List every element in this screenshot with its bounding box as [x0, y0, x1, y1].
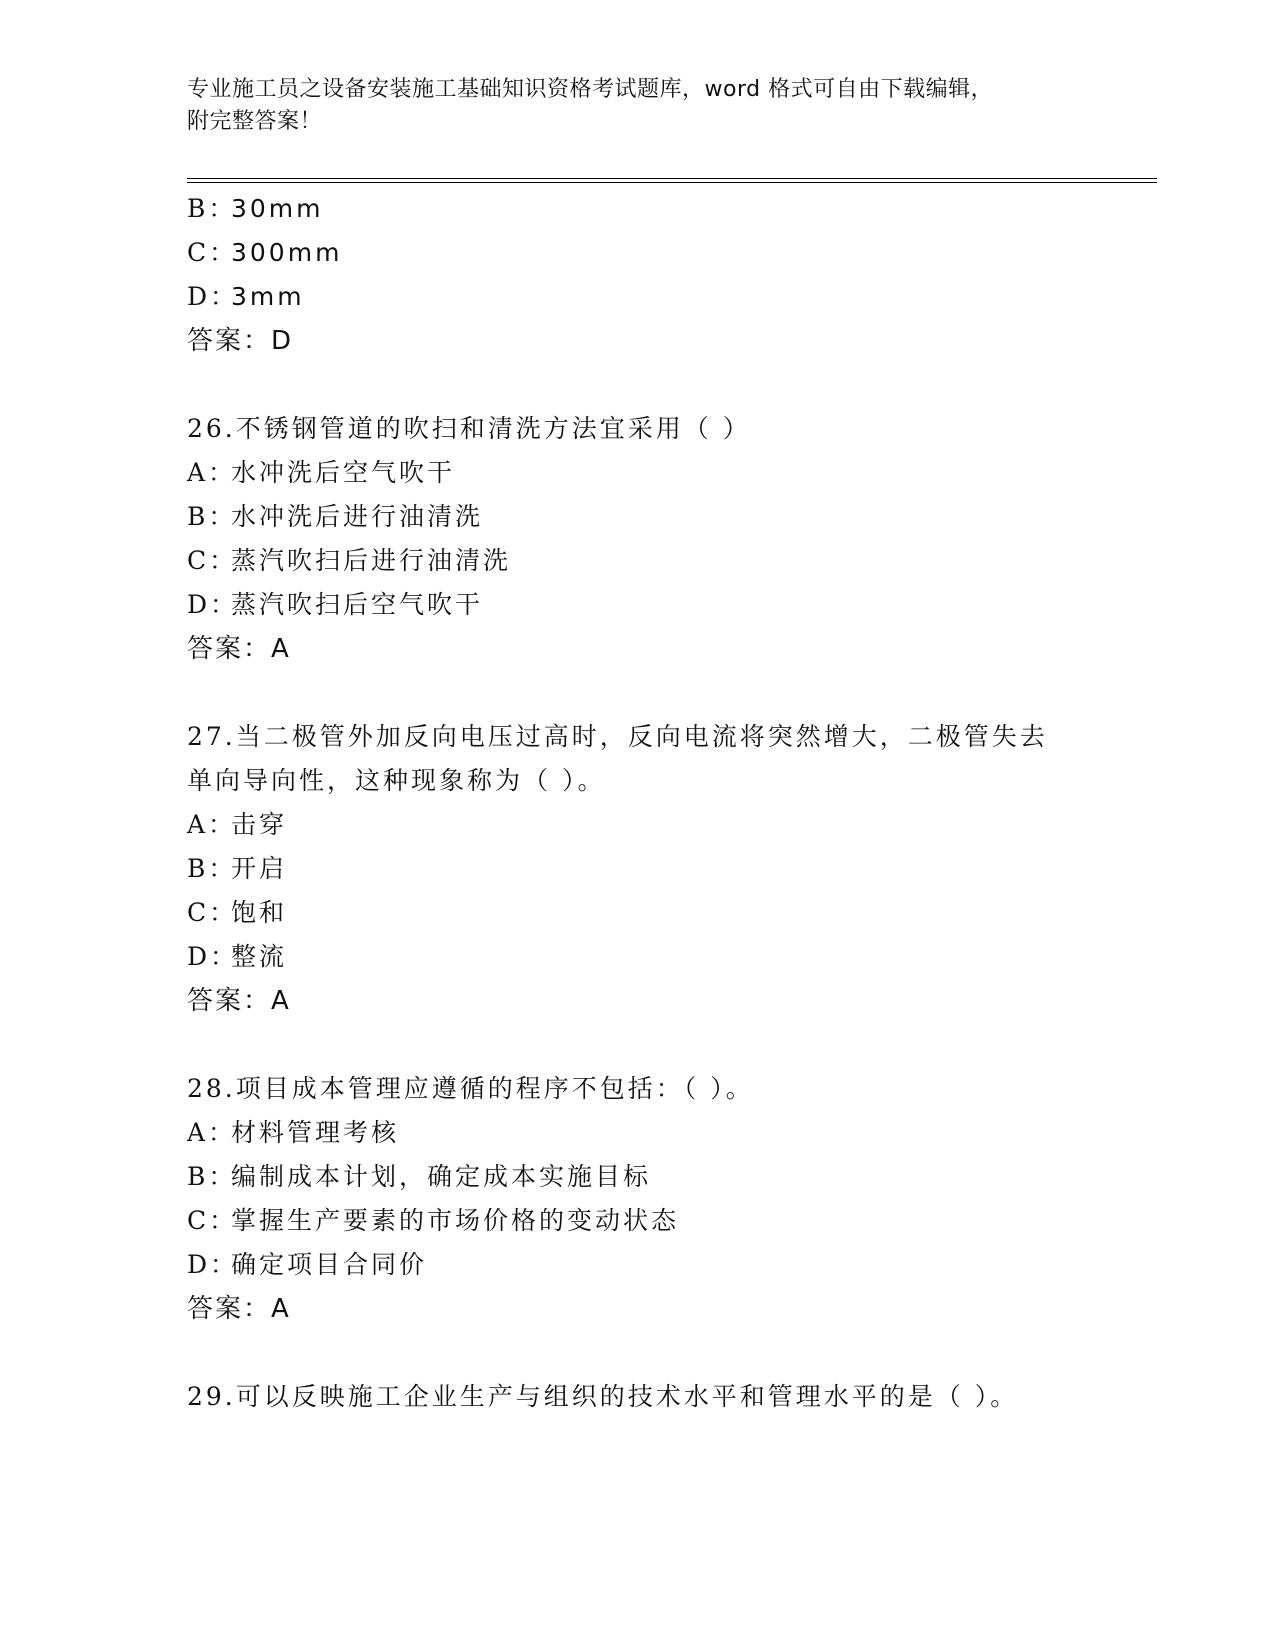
q28-option-b: [187, 1162, 651, 1192]
option-label: D：: [187, 942, 239, 971]
option-text: 饱和: [231, 898, 288, 927]
q27-answer: 答案：A: [187, 986, 291, 1016]
option-label: D：: [187, 590, 239, 619]
q26-answer: 答案：A: [187, 634, 291, 664]
option-label: C：: [187, 1206, 238, 1235]
question-number: 28.: [187, 1074, 236, 1103]
option-text: 蒸汽吹扫后进行油清洗: [231, 546, 512, 575]
option-label: D：: [187, 1250, 239, 1279]
document-header: [187, 74, 1107, 138]
header-line-1: 专业施工员之设备安装施工基础知识资格考试题库，word 格式可自由下载编辑，: [187, 77, 994, 102]
q28-option-d: [187, 1250, 427, 1280]
option-label: B：: [187, 502, 237, 531]
option-text: 30mm: [231, 194, 324, 223]
option-label: A：: [187, 1118, 237, 1147]
q26-option-c: [187, 546, 511, 576]
q29-stem: [187, 1382, 1018, 1412]
option-text: 编制成本计划，确定成本实施目标: [231, 1162, 652, 1191]
q27-stem-line-1: [187, 722, 1048, 752]
q25-option-d: [187, 282, 305, 312]
q27-option-d: [187, 942, 287, 972]
option-label: A：: [187, 810, 237, 839]
q26-option-b: [187, 502, 483, 532]
option-label: C：: [187, 546, 238, 575]
header-divider-top: [187, 178, 1157, 179]
q28-stem: [187, 1074, 754, 1104]
q27-option-b: [187, 854, 287, 884]
option-text: 水冲洗后空气吹干: [231, 458, 456, 487]
q27-option-a: [187, 810, 287, 840]
header-divider-bottom: [187, 182, 1157, 183]
option-label: D：: [187, 282, 239, 311]
option-text: 材料管理考核: [231, 1118, 400, 1147]
question-text: 可以反映施工企业生产与组织的技术水平和管理水平的是（ ）。: [235, 1382, 1019, 1411]
q28-option-c: [187, 1206, 679, 1236]
option-label: C：: [187, 238, 238, 267]
header-line-2: 附完整答案！: [187, 109, 323, 134]
question-text: 当二极管外加反向电压过高时，反向电流将突然增大，二极管失去: [235, 722, 1048, 751]
option-label: C：: [187, 898, 238, 927]
question-number: 29.: [187, 1382, 236, 1411]
q25-answer: 答案：D: [187, 326, 294, 356]
q26-option-d: [187, 590, 483, 620]
q26-stem: [187, 414, 751, 444]
option-label: A：: [187, 458, 237, 487]
option-text: 蒸汽吹扫后空气吹干: [231, 590, 484, 619]
q27-option-c: [187, 898, 287, 928]
option-label: B：: [187, 854, 237, 883]
option-text: 3mm: [231, 282, 305, 311]
q27-stem-line-2: 单向导向性，这种现象称为（ ）。: [187, 766, 606, 795]
q25-option-c: [187, 238, 342, 268]
option-label: B：: [187, 1162, 237, 1191]
q28-answer: 答案：A: [187, 1294, 291, 1324]
option-text: 掌握生产要素的市场价格的变动状态: [231, 1206, 680, 1235]
question-number: 27.: [187, 722, 236, 751]
option-text: 击穿: [231, 810, 288, 839]
option-label: B：: [187, 194, 237, 223]
option-text: 开启: [231, 854, 288, 883]
q28-option-a: [187, 1118, 399, 1148]
option-text: 水冲洗后进行油清洗: [231, 502, 484, 531]
q25-option-b: [187, 194, 324, 224]
option-text: 300mm: [231, 238, 343, 267]
option-text: 确定项目合同价: [231, 1250, 428, 1279]
q26-option-a: [187, 458, 455, 488]
question-number: 26.: [187, 414, 236, 443]
option-text: 整流: [231, 942, 288, 971]
question-text: 不锈钢管道的吹扫和清洗方法宜采用（ ）: [235, 414, 751, 443]
question-text: 项目成本管理应遵循的程序不包括：（ ）。: [235, 1074, 754, 1103]
